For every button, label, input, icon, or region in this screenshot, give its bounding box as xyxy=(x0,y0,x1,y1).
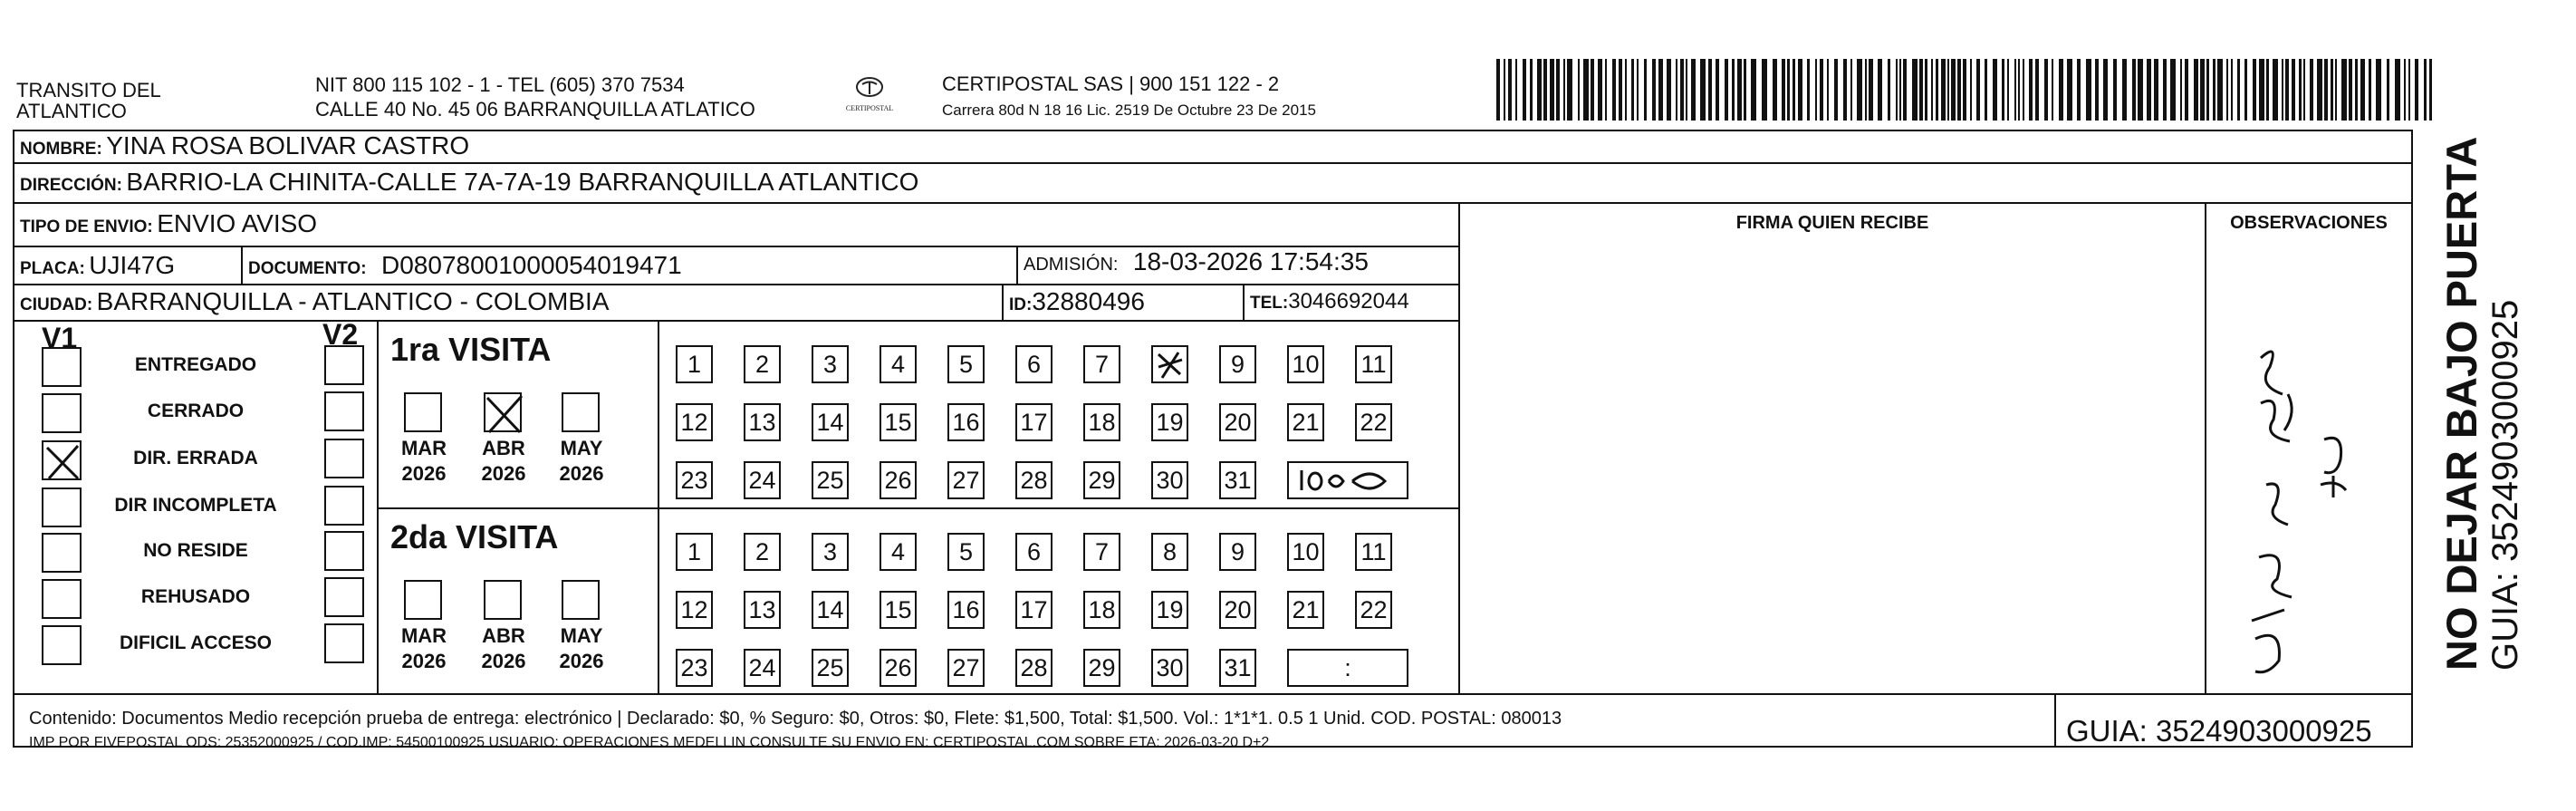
day-box-first-20[interactable]: 20 xyxy=(1219,403,1256,441)
day-box-second-10[interactable]: 10 xyxy=(1287,533,1324,571)
month-label-first-mar xyxy=(397,436,451,487)
tipo-label: TIPO DE ENVIO: xyxy=(20,217,153,237)
day-box-first-9[interactable]: 9 xyxy=(1219,345,1256,383)
id-label: ID: xyxy=(1009,295,1033,314)
check-x-icon xyxy=(485,394,524,434)
org-name xyxy=(16,80,161,121)
status-label-dir-incompleta: DIR INCOMPLETA xyxy=(114,495,277,516)
month-name: MAR xyxy=(400,624,447,647)
v1-checkbox-no-reside[interactable] xyxy=(42,533,82,573)
id-value: 32880496 xyxy=(1032,287,1145,315)
status-label-entregado: ENTREGADO xyxy=(134,354,257,375)
month-label-first-may xyxy=(554,436,609,487)
v2-checkbox-dir-errada[interactable] xyxy=(324,439,364,478)
time-box-second[interactable]: : xyxy=(1287,649,1408,687)
day-box-first-27[interactable]: 27 xyxy=(947,461,985,499)
nombre-label: NOMBRE: xyxy=(20,140,102,159)
company-block xyxy=(942,71,1316,123)
admision-value: 18-03-2026 17:54:35 xyxy=(1132,247,1369,275)
day-box-second-6[interactable]: 6 xyxy=(1015,533,1053,571)
day-box-first-22[interactable]: 22 xyxy=(1355,403,1392,441)
day-box-second-25[interactable]: 25 xyxy=(812,649,849,687)
visit-title-second: 2da VISITA xyxy=(390,518,559,555)
certipostal-logo xyxy=(838,71,901,121)
day-box-first-25[interactable]: 25 xyxy=(812,461,849,499)
day-box-second-11[interactable]: 11 xyxy=(1355,533,1392,571)
day-box-second-23[interactable]: 23 xyxy=(676,649,713,687)
day-box-second-28[interactable]: 28 xyxy=(1015,649,1053,687)
month-name: MAY xyxy=(560,437,603,459)
admision-field xyxy=(1024,247,1369,276)
v1-checkbox-cerrado[interactable] xyxy=(42,393,82,433)
company-line: CERTIPOSTAL SAS | 900 151 122 - 2 xyxy=(942,72,1280,95)
month-checkbox-second-mar[interactable] xyxy=(404,580,442,620)
documento-field xyxy=(248,251,682,280)
firma-header: FIRMA QUIEN RECIBE xyxy=(1735,213,1929,233)
day-box-first-21[interactable]: 21 xyxy=(1287,403,1324,441)
admision-label: ADMISIÓN: xyxy=(1024,255,1119,275)
v2-checkbox-dir-incompleta[interactable] xyxy=(324,486,364,526)
day-box-first-19[interactable]: 19 xyxy=(1151,403,1188,441)
day-box-second-17[interactable]: 17 xyxy=(1015,591,1053,629)
day-box-second-1[interactable]: 1 xyxy=(676,533,713,571)
handwritten-observation xyxy=(2225,331,2388,684)
tel-field xyxy=(1250,289,1409,314)
v1-checkbox-dir-incompleta[interactable] xyxy=(42,488,82,527)
handwritten-time-icon xyxy=(1289,463,1407,497)
day-box-first-23[interactable]: 23 xyxy=(676,461,713,499)
nit-line: NIT 800 115 102 - 1 - TEL (605) 370 7534 xyxy=(315,73,685,96)
day-box-second-16[interactable]: 16 xyxy=(947,591,985,629)
day-box-second-12[interactable]: 12 xyxy=(676,591,713,629)
status-label-rehusado: REHUSADO xyxy=(140,586,251,607)
month-label-second-abr xyxy=(476,623,531,674)
day-box-second-13[interactable]: 13 xyxy=(744,591,781,629)
status-label-no-reside: NO RESIDE xyxy=(143,540,248,561)
ciudad-field xyxy=(20,287,610,316)
month-name: ABR xyxy=(482,624,525,647)
day-box-second-21[interactable]: 21 xyxy=(1287,591,1324,629)
tipo-row xyxy=(20,209,317,238)
month-year: 2026 xyxy=(401,462,447,485)
day-box-second-24[interactable]: 24 xyxy=(744,649,781,687)
day-box-second-30[interactable]: 30 xyxy=(1151,649,1188,687)
day-box-first-31[interactable]: 31 xyxy=(1219,461,1256,499)
day-box-second-20[interactable]: 20 xyxy=(1219,591,1256,629)
day-box-second-5[interactable]: 5 xyxy=(947,533,985,571)
v1-checkbox-dir-errada[interactable] xyxy=(42,440,82,480)
barcode xyxy=(1496,59,2438,121)
placa-label: PLACA: xyxy=(20,259,85,278)
day-box-first-26[interactable]: 26 xyxy=(879,461,917,499)
status-label-dir-errada: DIR. ERRADA xyxy=(133,448,258,468)
ciudad-label: CIUDAD: xyxy=(20,295,93,314)
day-box-second-22[interactable]: 22 xyxy=(1355,591,1392,629)
day-box-first-30[interactable]: 30 xyxy=(1151,461,1188,499)
id-field xyxy=(1009,287,1145,316)
day-box-second-2[interactable]: 2 xyxy=(744,533,781,571)
delivery-form xyxy=(13,130,2413,748)
month-label-second-may xyxy=(554,623,609,674)
v2-checkbox-rehusado[interactable] xyxy=(324,577,364,617)
nombre-value: YINA ROSA BOLIVAR CASTRO xyxy=(106,131,470,159)
v1-checkbox-dificil-acceso[interactable] xyxy=(42,625,82,665)
day-box-first-12[interactable]: 12 xyxy=(676,403,713,441)
nombre-row xyxy=(20,131,469,160)
v2-checkbox-no-reside[interactable] xyxy=(324,531,364,571)
month-label-second-mar xyxy=(397,623,451,674)
day-box-second-31[interactable]: 31 xyxy=(1219,649,1256,687)
month-year: 2026 xyxy=(559,650,604,672)
month-checkbox-first-abr[interactable] xyxy=(484,392,522,432)
day-box-second-15[interactable]: 15 xyxy=(879,591,917,629)
day-box-first-2[interactable]: 2 xyxy=(744,345,781,383)
footer-guia: GUIA: 3524903000925 xyxy=(2066,714,2372,748)
status-label-dificil-acceso: DIFICIL ACCESO xyxy=(119,632,272,653)
day-box-first-1[interactable]: 1 xyxy=(676,345,713,383)
tipo-value: ENVIO AVISO xyxy=(157,209,318,237)
month-checkbox-first-may[interactable] xyxy=(562,392,600,432)
month-checkbox-second-may[interactable] xyxy=(562,580,600,620)
day-box-second-27[interactable]: 27 xyxy=(947,649,985,687)
placa-field xyxy=(20,251,175,280)
tel-label: TEL: xyxy=(1250,294,1289,313)
day-box-first-14[interactable]: 14 xyxy=(812,403,849,441)
day-box-first-6[interactable]: 6 xyxy=(1015,345,1053,383)
v2-checkbox-dificil-acceso[interactable] xyxy=(324,623,364,663)
footer-contenido: Contenido: Documentos Medio recepción prueba de entrega: electrónico | Declarado: $0, % Seguro: $0, Otros: $0, Flete: $1,500, Total: $1,500. Vol.: 1*1*1. 0.5 1 Unid. COD. POSTAL: 080013 xyxy=(29,709,1562,729)
org-line-1: TRANSITO DEL xyxy=(16,79,161,101)
day-box-first-18[interactable]: 18 xyxy=(1083,403,1120,441)
observaciones-header: OBSERVACIONES xyxy=(2230,213,2388,233)
month-year: 2026 xyxy=(481,462,526,485)
direccion-row xyxy=(20,168,918,197)
month-name: MAY xyxy=(560,624,603,647)
day-box-second-19[interactable]: 19 xyxy=(1151,591,1188,629)
day-box-first-7[interactable]: 7 xyxy=(1083,345,1120,383)
day-box-first-15[interactable]: 15 xyxy=(879,403,917,441)
day-box-second-3[interactable]: 3 xyxy=(812,533,849,571)
visit-title-first: 1ra VISITA xyxy=(390,331,552,368)
logo-text: CERTIPOSTAL xyxy=(845,104,894,112)
documento-value: D08078001000054019471 xyxy=(381,251,682,279)
month-year: 2026 xyxy=(401,650,447,672)
direccion-label: DIRECCIÓN: xyxy=(20,176,122,195)
day-box-first-8[interactable] xyxy=(1151,345,1188,383)
day-box-first-5[interactable]: 5 xyxy=(947,345,985,383)
month-name: MAR xyxy=(400,437,447,459)
day-box-first-3[interactable]: 3 xyxy=(812,345,849,383)
check-x-icon xyxy=(43,442,83,482)
month-year: 2026 xyxy=(559,462,604,485)
day-box-second-26[interactable]: 26 xyxy=(879,649,917,687)
v1-checkbox-entregado[interactable] xyxy=(42,347,82,387)
org-contact xyxy=(315,72,755,121)
day-box-second-14[interactable]: 14 xyxy=(812,591,849,629)
placa-value: UJI47G xyxy=(89,251,176,279)
tel-value: 3046692044 xyxy=(1288,289,1409,314)
v2-header: V2 xyxy=(322,318,359,351)
side-guia: GUIA: 3524903000925 xyxy=(2485,299,2525,671)
day-box-second-8[interactable]: 8 xyxy=(1151,533,1188,571)
day-box-second-7[interactable]: 7 xyxy=(1083,533,1120,571)
org-line-2: ATLANTICO xyxy=(16,100,127,122)
day-box-second-4[interactable]: 4 xyxy=(879,533,917,571)
ciudad-value: BARRANQUILLA - ATLANTICO - COLOMBIA xyxy=(96,287,610,315)
month-checkbox-second-abr[interactable] xyxy=(484,580,522,620)
day-box-first-10[interactable]: 10 xyxy=(1287,345,1324,383)
license-line: Carrera 80d N 18 16 Lic. 2519 De Octubre 23 De 2015 xyxy=(942,101,1316,119)
v2-checkbox-entregado[interactable] xyxy=(324,345,364,385)
v1-checkbox-rehusado[interactable] xyxy=(42,579,82,619)
v2-checkbox-cerrado[interactable] xyxy=(324,391,364,431)
day-box-second-29[interactable]: 29 xyxy=(1083,649,1120,687)
side-no-dejar: NO DEJAR BAJO PUERTA xyxy=(2437,136,2485,671)
direccion-value: BARRIO-LA CHINITA-CALLE 7A-7A-19 BARRANQUILLA ATLANTICO xyxy=(126,168,919,196)
footer-imp: IMP POR FIVEPOSTAL ODS: 25352000925 / COD.IMP: 54500100925 USUARIO: OPERACIONES MEDELLIN CONSULTE SU ENVIO EN: CERTIPOSTAL.COM SOBRE ETA: 2026-03-20 D+2 xyxy=(29,735,1270,750)
month-name: ABR xyxy=(482,437,525,459)
status-label-cerrado: CERRADO xyxy=(147,401,245,421)
day-box-first-4[interactable]: 4 xyxy=(879,345,917,383)
day-box-first-17[interactable]: 17 xyxy=(1015,403,1053,441)
day-box-first-24[interactable]: 24 xyxy=(744,461,781,499)
day-box-first-16[interactable]: 16 xyxy=(947,403,985,441)
v1-header: V1 xyxy=(42,322,78,354)
address-line: CALLE 40 No. 45 06 BARRANQUILLA ATLATICO xyxy=(315,98,755,121)
month-year: 2026 xyxy=(481,650,526,672)
day-box-second-9[interactable]: 9 xyxy=(1219,533,1256,571)
day-box-second-18[interactable]: 18 xyxy=(1083,591,1120,629)
day-box-first-13[interactable]: 13 xyxy=(744,403,781,441)
month-label-first-abr xyxy=(476,436,531,487)
month-checkbox-first-mar[interactable] xyxy=(404,392,442,432)
day-box-first-29[interactable]: 29 xyxy=(1083,461,1120,499)
day-box-first-11[interactable]: 11 xyxy=(1355,345,1392,383)
time-box-first[interactable] xyxy=(1287,461,1408,499)
scribble-mark-icon xyxy=(1153,347,1187,381)
side-notice xyxy=(2438,137,2525,671)
day-box-first-28[interactable]: 28 xyxy=(1015,461,1053,499)
documento-label: DOCUMENTO: xyxy=(248,259,367,278)
